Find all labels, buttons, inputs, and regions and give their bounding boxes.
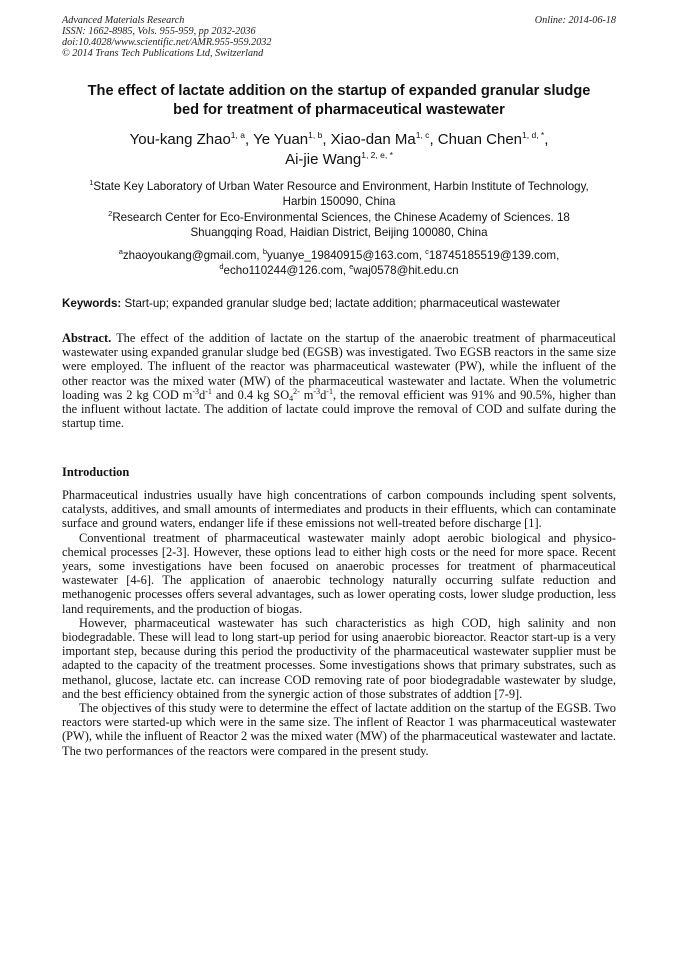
author-separator: , <box>322 131 331 148</box>
journal-name: Advanced Materials Research <box>62 15 185 26</box>
abstract-text: d <box>320 387 327 402</box>
author-line-2 <box>62 150 616 170</box>
abstract-label: Abstract. <box>62 331 112 345</box>
affiliation-text: Harbin 150090, China <box>282 195 396 208</box>
abstract-text: The effect of the addition of lactate on the startup of the anaerobic treatment of pharmaceutical wastewater using expanded granular sludge bed (EGSB) was investigated. Two EGSB reactors in the same size were employed. The influent of the reactor was pharmaceutical wastewater (PW), while the influent of the other reactor was the mixed water (MW) of the pharmaceutical wastewater and lactate. When the volumetric loading was 2 kg COD m <box>62 331 616 402</box>
affiliation-text: Research Center for Eco-Environmental Sciences, the Chinese Academy of Sciences. 18 <box>112 211 570 224</box>
abstract-superscript: -1 <box>205 386 212 396</box>
author-affiliation-mark: 1, c <box>415 130 430 140</box>
affiliation-number: 2 <box>108 209 113 218</box>
intro-paragraph-1: Pharmaceutical industries usually have high concentrations of carbon compounds including spent solvents, catalysts, additives, and small amounts of intermediates and products in their effluents, which can contaminate surface and ground waters, endanger life if these emissions not well-treated before discharge [1]. <box>62 488 616 531</box>
author-separator: , <box>544 131 549 148</box>
author-name: Ye Yuan <box>253 131 309 148</box>
author-affiliation-mark: 1, a <box>230 130 245 140</box>
paper-title-line-2: bed for treatment of pharmaceutical wastewater <box>173 102 505 118</box>
email-mark: d <box>219 262 224 271</box>
journal-copyright: © 2014 Trans Tech Publications Ltd, Switzerland <box>62 48 264 59</box>
paper-title <box>62 82 616 120</box>
author-list <box>62 130 616 170</box>
abstract-text: and 0.4 kg SO <box>211 387 290 402</box>
author-separator: , <box>244 131 254 148</box>
affiliation-text: State Key Laboratory of Urban Water Resource and Environment, Harbin Institute of Technology, <box>93 180 589 193</box>
author-affiliation-mark: 1, d, * <box>522 130 545 140</box>
author-line-1 <box>62 130 616 150</box>
email-mark: b <box>262 247 268 256</box>
introduction-body <box>62 488 616 758</box>
affiliation-text: Shuangqing Road, Haidian District, Beijing 100080, China <box>190 226 488 239</box>
author-name: Ai-jie Wang <box>285 151 362 168</box>
email-link[interactable]: yuanye_19840915@163.com, <box>267 249 426 262</box>
author-name: Xiao-dan Ma <box>330 131 416 148</box>
journal-issn: ISSN: 1662-8985, Vols. 955-959, pp 2032-2036 <box>62 26 256 37</box>
online-date: Online: 2014-06-18 <box>534 15 616 26</box>
keywords-label: Keywords: <box>62 297 122 310</box>
abstract-text: , the removal efficient was 91% and 90.5%, higher than the influent without lactate. The addition of lactate could improve the removal of COD and sulfate during the startup time. <box>62 387 616 431</box>
journal-header <box>62 15 616 59</box>
email-mark: c <box>425 247 429 256</box>
email-link[interactable]: echo110244@126.com, <box>223 264 350 277</box>
affiliation-2 <box>62 210 616 240</box>
paper-title-line-1: The effect of lactate addition on the startup of expanded granular sludge <box>87 83 591 99</box>
email-mark: a <box>118 247 123 256</box>
author-name: Chuan Chen <box>437 131 523 148</box>
abstract <box>62 331 616 430</box>
author-name: You-kang Zhao <box>129 131 231 148</box>
author-emails <box>62 248 616 278</box>
author-separator: , <box>429 131 438 148</box>
email-link[interactable]: zhaoyoukang@gmail.com, <box>122 249 263 262</box>
journal-doi: doi:10.4028/www.scientific.net/AMR.955-959.2032 <box>62 37 272 48</box>
affiliation-1 <box>62 179 616 209</box>
abstract-subscript: 4 <box>289 393 294 403</box>
email-link[interactable]: 18745185519@139.com, <box>428 249 560 262</box>
intro-paragraph-3: However, pharmaceutical wastewater has such characteristics as high COD, high salinity and non biodegradable. These will lead to long start-up period for using anaerobic bioreactor. Reactor start-up is a very important step, because during this period the productivity of the pharmaceutical wastewater supplier must be adapted to the capacity of the treatment processes. Some investigations shows that primary substrates, such as methanol, glucose, lactate etc. can increase COD removing rate of poor biodegradable wastewater by sludge, and the best efficiency obtained from the synergic action of those substrates of addtion [7-9]. <box>62 615 616 701</box>
abstract-superscript: -3 <box>313 386 321 396</box>
abstract-superscript: -1 <box>326 386 333 396</box>
intro-paragraph-4: The objectives of this study were to determine the effect of lactate addition on the startup of the EGSB. Two reactors were started-up which were in the same size. The inflent of Reactor 1 was pharmaceutical wastewater (PW), while the influent of Reactor 2 was the mixed water (MW) of the pharmaceutical wastewater and lactate. The two performances of the reactors were compared in the present study. <box>62 701 616 758</box>
abstract-text: d <box>199 387 206 402</box>
email-link[interactable]: waj0578@hit.edu.cn <box>353 264 459 277</box>
abstract-superscript: -3 <box>192 386 200 396</box>
keywords-text: Start-up; expanded granular sludge bed; lactate addition; pharmaceutical wastewater <box>121 297 561 310</box>
intro-paragraph-2: Conventional treatment of pharmaceutical wastewater mainly adopt aerobic biological and physico-chemical processes [2-3]. However, these options lead to either high costs or the need for more space. Recent years, some investigations have been focused on anaerobic processes for treatment of pharmaceutical wastewater [4-6]. The application of anaerobic technology naturally occurring sulfate reduction and methanogenic processes offers several advantages, such as lower operating costs, lower sludge production, less land requirements, and the production of biogas. <box>62 530 616 616</box>
section-heading-introduction: Introduction <box>62 465 130 479</box>
author-affiliation-mark: 1, 2, e, * <box>361 150 393 160</box>
abstract-superscript: 2- <box>293 386 300 396</box>
keywords <box>62 297 622 311</box>
author-affiliation-mark: 1, b <box>308 130 323 140</box>
email-mark: e <box>349 262 354 271</box>
abstract-text: m <box>299 387 314 402</box>
affiliation-number: 1 <box>89 178 94 187</box>
